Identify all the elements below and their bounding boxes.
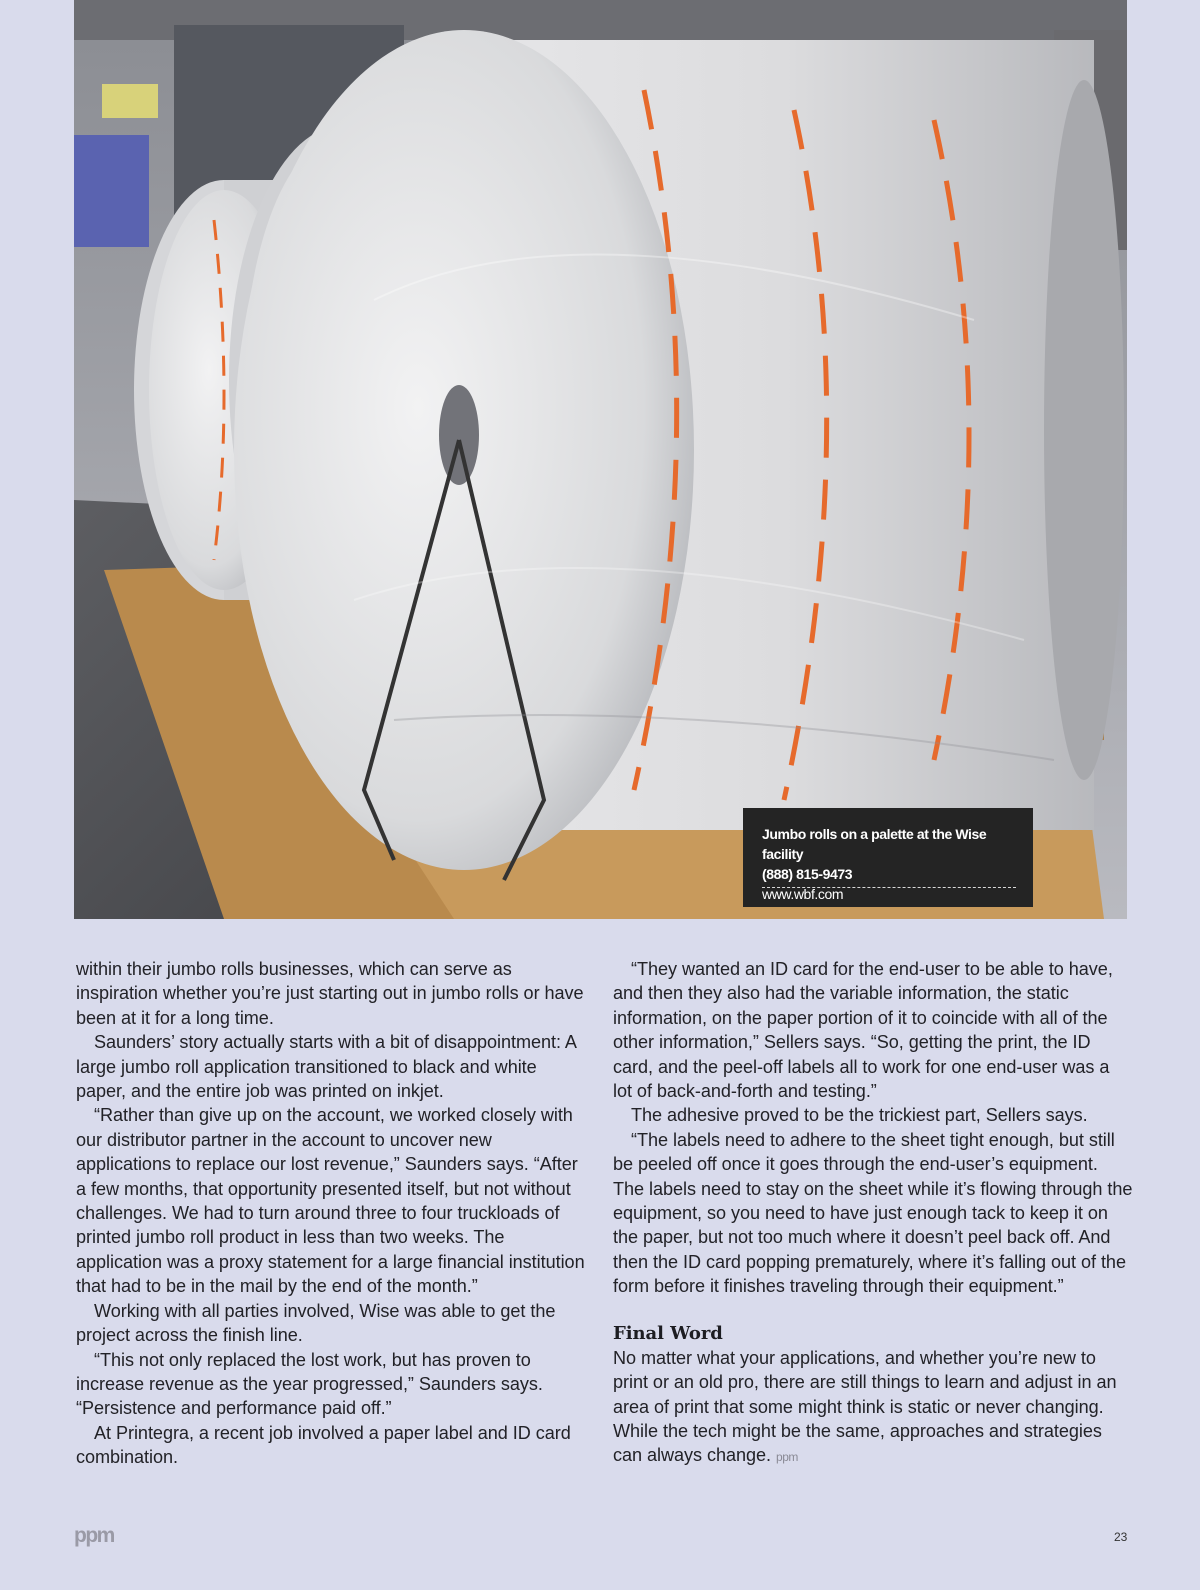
right-paragraph: The adhesive proved to be the trickiest part, Sellers says. xyxy=(631,1105,1088,1126)
end-mark: ppm xyxy=(776,1450,798,1465)
left-paragraph: Working with all parties involved, Wise was able to get the project across the finish line. xyxy=(76,1300,556,1346)
footer-logo: ppm xyxy=(74,1524,114,1547)
photo-caption xyxy=(743,808,1033,907)
caption-url[interactable]: www.wbf.com xyxy=(762,886,844,902)
left-paragraph: “This not only replaced the lost work, but has proven to increase revenue as the year progressed,” Saunders says. “Persistence and performance paid off.” xyxy=(76,1349,543,1419)
final-paragraph-text: No matter what your applications, and whether you’re new to print or an old pro, there are still things to learn and adjust in an area of print that some might think is static or never changing. While the tech might be the same, approaches and strategies can always change. xyxy=(613,1347,1117,1466)
right-paragraph: “The labels need to adhere to the sheet tight enough, but still be peeled off once it goes through the end-user’s equipment. The labels need to stay on the sheet while it’s flowing through the equipment, so you need to have just enough tack to keep it on the paper, but not too much where it doesn’t peel back off. And then the ID card popping prematurely, where it’s falling out of the form before it finishes traveling through their equipment.” xyxy=(613,1129,1133,1297)
left-column xyxy=(76,957,591,1470)
caption-title: Jumbo rolls on a palette at the Wise facility xyxy=(762,826,987,862)
caption-dashed-rule xyxy=(762,887,1016,888)
left-paragraph: Saunders’ story actually starts with a bit of disappointment: A large jumbo roll application transitioned to black and white paper, and the entire job was printed on inkjet. xyxy=(76,1032,576,1102)
right-paragraph: “They wanted an ID card for the end-user to be able to have, and then they also had the variable information, the static information, on the paper portion of it to coincide with all of the other information,” Sellers says. “So, getting the print, the ID card, and the peel-off labels all to work for one end-user was a lot of back-and-forth and testing.” xyxy=(613,959,1113,1102)
final-paragraph xyxy=(613,1346,1133,1470)
section-heading: Final Word xyxy=(613,1322,723,1344)
photo-illustration xyxy=(74,0,1127,919)
left-paragraph: within their jumbo rolls businesses, which can serve as inspiration whether you’re just starting out in jumbo rolls or have been at it for a long time. xyxy=(76,959,584,1028)
jumbo-rolls-photo xyxy=(74,0,1127,919)
page-number: 23 xyxy=(1114,1530,1128,1544)
left-paragraph: At Printegra, a recent job involved a paper label and ID card combination. xyxy=(76,1422,571,1468)
left-paragraph: “Rather than give up on the account, we worked closely with our distributor partner in the account to uncover new applications to replace our lost revenue,” Saunders says. “After a few months, that opportunity presented itself, but not without challenges. We had to turn around three to four truckloads of printed jumbo roll product in less than two weeks. The application was a proxy statement for a large financial institution that had to be in the mail by the end of the month.” xyxy=(76,1105,585,1297)
caption-phone: (888) 815-9473 xyxy=(762,866,853,882)
right-column xyxy=(613,957,1133,1470)
